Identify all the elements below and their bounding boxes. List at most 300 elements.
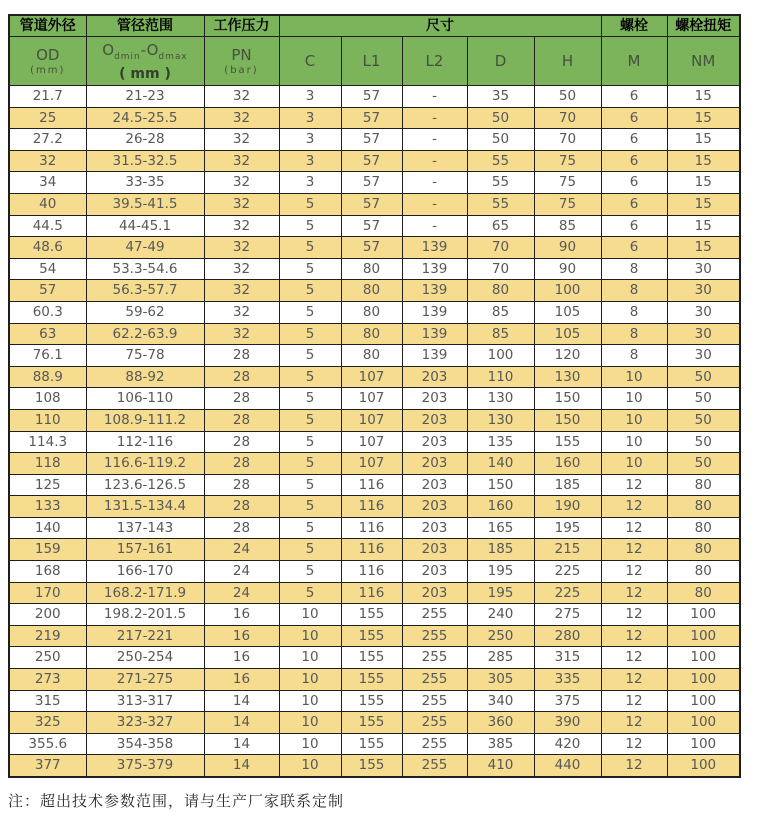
cell-m: 12 — [601, 561, 667, 583]
cell-l1: 155 — [341, 647, 402, 669]
cell-m: 12 — [601, 604, 667, 626]
cell-range: 31.5-32.5 — [86, 150, 204, 172]
cell-d: 165 — [467, 517, 534, 539]
cell-l2: 203 — [402, 409, 467, 431]
cell-h: 280 — [534, 625, 601, 647]
subheader-d: D — [467, 37, 534, 86]
table-row — [9, 561, 740, 583]
cell-c: 5 — [279, 453, 341, 475]
cell-l1: 107 — [341, 431, 402, 453]
cell-pn: 16 — [204, 669, 279, 691]
cell-m: 10 — [601, 431, 667, 453]
cell-nm: 100 — [667, 733, 740, 755]
cell-h: 190 — [534, 496, 601, 518]
cell-l1: 155 — [341, 733, 402, 755]
cell-d: 385 — [467, 733, 534, 755]
cell-h: 225 — [534, 582, 601, 604]
table-row — [9, 496, 740, 518]
cell-od: 40 — [9, 193, 86, 215]
subheader-l1: L1 — [341, 37, 402, 86]
cell-m: 8 — [601, 323, 667, 345]
cell-od: 114.3 — [9, 431, 86, 453]
cell-d: 110 — [467, 366, 534, 388]
cell-l2: - — [402, 107, 467, 129]
cell-l1: 57 — [341, 107, 402, 129]
cell-range: 157-161 — [86, 539, 204, 561]
cell-pn: 28 — [204, 517, 279, 539]
cell-nm: 15 — [667, 150, 740, 172]
cell-c: 5 — [279, 474, 341, 496]
cell-l2: 255 — [402, 690, 467, 712]
cell-h: 105 — [534, 301, 601, 323]
cell-d: 130 — [467, 409, 534, 431]
cell-l2: 203 — [402, 388, 467, 410]
cell-l1: 57 — [341, 150, 402, 172]
cell-l2: 203 — [402, 539, 467, 561]
cell-h: 390 — [534, 712, 601, 734]
subheader-pn-unit: (bar) — [224, 64, 259, 76]
cell-l1: 107 — [341, 409, 402, 431]
cell-c: 5 — [279, 496, 341, 518]
subheader-c: C — [279, 37, 341, 86]
header-diameter-range: 管径范围 — [86, 15, 204, 37]
cell-h: 85 — [534, 215, 601, 237]
cell-m: 6 — [601, 215, 667, 237]
cell-h: 105 — [534, 323, 601, 345]
subheader-od — [9, 37, 86, 86]
cell-range: 21-23 — [86, 86, 204, 108]
cell-l2: 203 — [402, 366, 467, 388]
cell-range: 106-110 — [86, 388, 204, 410]
pipe-spec-table — [8, 14, 741, 778]
cell-c: 5 — [279, 237, 341, 259]
cell-d: 70 — [467, 258, 534, 280]
subheader-m: M — [601, 37, 667, 86]
cell-l2: 255 — [402, 604, 467, 626]
cell-l2: 139 — [402, 301, 467, 323]
cell-m: 12 — [601, 712, 667, 734]
cell-range: 59-62 — [86, 301, 204, 323]
cell-d: 250 — [467, 625, 534, 647]
cell-od: 54 — [9, 258, 86, 280]
cell-pn: 14 — [204, 755, 279, 777]
cell-od: 34 — [9, 172, 86, 194]
cell-h: 50 — [534, 86, 601, 108]
cell-nm: 80 — [667, 539, 740, 561]
table-row — [9, 215, 740, 237]
cell-d: 150 — [467, 474, 534, 496]
cell-c: 10 — [279, 669, 341, 691]
subheader-nm: NM — [667, 37, 740, 86]
cell-range: 108.9-111.2 — [86, 409, 204, 431]
table-body — [9, 86, 740, 778]
table-row — [9, 172, 740, 194]
table-row — [9, 604, 740, 626]
cell-l2: 139 — [402, 345, 467, 367]
cell-l2: 203 — [402, 431, 467, 453]
cell-d: 305 — [467, 669, 534, 691]
cell-range: 24.5-25.5 — [86, 107, 204, 129]
cell-pn: 14 — [204, 733, 279, 755]
cell-l2: - — [402, 172, 467, 194]
cell-nm: 15 — [667, 86, 740, 108]
cell-c: 10 — [279, 604, 341, 626]
cell-c: 5 — [279, 193, 341, 215]
table-row — [9, 193, 740, 215]
cell-l1: 116 — [341, 582, 402, 604]
sub-header-row — [9, 37, 740, 86]
cell-l2: 255 — [402, 669, 467, 691]
cell-od: 76.1 — [9, 345, 86, 367]
cell-pn: 32 — [204, 237, 279, 259]
cell-nm: 80 — [667, 496, 740, 518]
cell-d: 80 — [467, 280, 534, 302]
cell-l2: 255 — [402, 733, 467, 755]
cell-od: 48.6 — [9, 237, 86, 259]
cell-l1: 116 — [341, 517, 402, 539]
cell-pn: 28 — [204, 453, 279, 475]
cell-nm: 80 — [667, 517, 740, 539]
cell-range: 75-78 — [86, 345, 204, 367]
cell-l2: 203 — [402, 453, 467, 475]
cell-nm: 100 — [667, 669, 740, 691]
cell-range: 271-275 — [86, 669, 204, 691]
subheader-range-unit: ( mm ) — [119, 65, 171, 82]
cell-range: 250-254 — [86, 647, 204, 669]
table-row — [9, 150, 740, 172]
cell-od: 21.7 — [9, 86, 86, 108]
table-row — [9, 301, 740, 323]
cell-l1: 80 — [341, 323, 402, 345]
cell-range: 198.2-201.5 — [86, 604, 204, 626]
cell-m: 12 — [601, 733, 667, 755]
cell-h: 335 — [534, 669, 601, 691]
cell-h: 75 — [534, 150, 601, 172]
cell-d: 35 — [467, 86, 534, 108]
cell-l1: 57 — [341, 193, 402, 215]
cell-l2: 203 — [402, 561, 467, 583]
cell-l2: 139 — [402, 323, 467, 345]
cell-l1: 155 — [341, 669, 402, 691]
cell-nm: 80 — [667, 582, 740, 604]
cell-c: 5 — [279, 539, 341, 561]
cell-pn: 32 — [204, 215, 279, 237]
cell-od: 44.5 — [9, 215, 86, 237]
cell-m: 12 — [601, 690, 667, 712]
cell-l1: 57 — [341, 86, 402, 108]
cell-od: 63 — [9, 323, 86, 345]
cell-pn: 14 — [204, 712, 279, 734]
cell-l1: 80 — [341, 345, 402, 367]
cell-l1: 57 — [341, 172, 402, 194]
cell-d: 195 — [467, 561, 534, 583]
cell-l2: 255 — [402, 712, 467, 734]
cell-pn: 28 — [204, 345, 279, 367]
cell-m: 10 — [601, 453, 667, 475]
cell-od: 125 — [9, 474, 86, 496]
cell-range: 137-143 — [86, 517, 204, 539]
cell-d: 160 — [467, 496, 534, 518]
cell-nm: 30 — [667, 323, 740, 345]
cell-c: 3 — [279, 86, 341, 108]
cell-pn: 32 — [204, 280, 279, 302]
subheader-od-unit: (mm) — [30, 64, 66, 76]
cell-nm: 30 — [667, 345, 740, 367]
cell-c: 3 — [279, 172, 341, 194]
cell-od: 140 — [9, 517, 86, 539]
cell-d: 185 — [467, 539, 534, 561]
cell-l1: 57 — [341, 237, 402, 259]
cell-h: 215 — [534, 539, 601, 561]
cell-h: 90 — [534, 237, 601, 259]
cell-od: 110 — [9, 409, 86, 431]
cell-h: 155 — [534, 431, 601, 453]
table-row — [9, 280, 740, 302]
cell-range: 375-379 — [86, 755, 204, 777]
cell-l2: 203 — [402, 582, 467, 604]
table-row — [9, 409, 740, 431]
cell-m: 12 — [601, 755, 667, 777]
cell-range: 166-170 — [86, 561, 204, 583]
table-row — [9, 345, 740, 367]
cell-range: 33-35 — [86, 172, 204, 194]
cell-l1: 116 — [341, 496, 402, 518]
group-header-row — [9, 15, 740, 37]
cell-h: 100 — [534, 280, 601, 302]
cell-od: 273 — [9, 669, 86, 691]
cell-m: 6 — [601, 107, 667, 129]
cell-l1: 155 — [341, 604, 402, 626]
cell-range: 217-221 — [86, 625, 204, 647]
cell-l2: 139 — [402, 237, 467, 259]
cell-d: 50 — [467, 129, 534, 151]
cell-nm: 50 — [667, 366, 740, 388]
table-row — [9, 539, 740, 561]
cell-c: 5 — [279, 431, 341, 453]
table-row — [9, 647, 740, 669]
cell-nm: 30 — [667, 258, 740, 280]
cell-c: 5 — [279, 258, 341, 280]
cell-m: 12 — [601, 647, 667, 669]
cell-pn: 14 — [204, 690, 279, 712]
table-row — [9, 107, 740, 129]
cell-c: 10 — [279, 755, 341, 777]
cell-range: 39.5-41.5 — [86, 193, 204, 215]
cell-nm: 100 — [667, 755, 740, 777]
cell-nm: 50 — [667, 409, 740, 431]
table-row — [9, 755, 740, 777]
cell-c: 3 — [279, 129, 341, 151]
cell-nm: 50 — [667, 431, 740, 453]
cell-od: 57 — [9, 280, 86, 302]
cell-pn: 32 — [204, 258, 279, 280]
subheader-range-symbol: $O_{dmin}-O_{dmax}$ — [102, 40, 188, 62]
table-row — [9, 582, 740, 604]
cell-m: 6 — [601, 193, 667, 215]
subheader-range — [86, 37, 204, 86]
cell-nm: 15 — [667, 215, 740, 237]
cell-nm: 30 — [667, 280, 740, 302]
cell-c: 5 — [279, 345, 341, 367]
cell-od: 108 — [9, 388, 86, 410]
cell-l1: 57 — [341, 129, 402, 151]
cell-nm: 80 — [667, 561, 740, 583]
cell-range: 26-28 — [86, 129, 204, 151]
cell-range: 313-317 — [86, 690, 204, 712]
cell-pn: 32 — [204, 107, 279, 129]
cell-nm: 50 — [667, 388, 740, 410]
cell-l1: 80 — [341, 301, 402, 323]
cell-h: 70 — [534, 107, 601, 129]
cell-l1: 57 — [341, 215, 402, 237]
table-row — [9, 366, 740, 388]
cell-l1: 107 — [341, 388, 402, 410]
cell-nm: 15 — [667, 237, 740, 259]
cell-l1: 80 — [341, 280, 402, 302]
cell-pn: 24 — [204, 539, 279, 561]
cell-m: 6 — [601, 237, 667, 259]
cell-m: 12 — [601, 474, 667, 496]
cell-m: 6 — [601, 150, 667, 172]
cell-c: 3 — [279, 107, 341, 129]
cell-nm: 100 — [667, 625, 740, 647]
cell-l1: 155 — [341, 690, 402, 712]
cell-c: 10 — [279, 733, 341, 755]
cell-h: 70 — [534, 129, 601, 151]
cell-l1: 155 — [341, 712, 402, 734]
cell-d: 55 — [467, 172, 534, 194]
table-row — [9, 388, 740, 410]
cell-d: 70 — [467, 237, 534, 259]
cell-h: 150 — [534, 409, 601, 431]
cell-pn: 28 — [204, 388, 279, 410]
cell-c: 5 — [279, 215, 341, 237]
cell-pn: 28 — [204, 366, 279, 388]
cell-m: 10 — [601, 409, 667, 431]
cell-pn: 16 — [204, 625, 279, 647]
cell-od: 168 — [9, 561, 86, 583]
cell-od: 250 — [9, 647, 86, 669]
cell-h: 75 — [534, 193, 601, 215]
cell-l2: - — [402, 86, 467, 108]
cell-pn: 32 — [204, 301, 279, 323]
cell-h: 195 — [534, 517, 601, 539]
table-row — [9, 323, 740, 345]
cell-range: 56.3-57.7 — [86, 280, 204, 302]
cell-range: 62.2-63.9 — [86, 323, 204, 345]
cell-d: 285 — [467, 647, 534, 669]
cell-h: 90 — [534, 258, 601, 280]
table-row — [9, 431, 740, 453]
cell-od: 377 — [9, 755, 86, 777]
table-row — [9, 733, 740, 755]
table-row — [9, 129, 740, 151]
cell-od: 315 — [9, 690, 86, 712]
cell-nm: 100 — [667, 712, 740, 734]
cell-m: 6 — [601, 129, 667, 151]
cell-range: 53.3-54.6 — [86, 258, 204, 280]
cell-d: 130 — [467, 388, 534, 410]
cell-l2: - — [402, 193, 467, 215]
cell-c: 10 — [279, 647, 341, 669]
cell-d: 65 — [467, 215, 534, 237]
cell-d: 410 — [467, 755, 534, 777]
cell-h: 120 — [534, 345, 601, 367]
cell-c: 5 — [279, 582, 341, 604]
cell-nm: 15 — [667, 193, 740, 215]
cell-pn: 16 — [204, 604, 279, 626]
cell-l1: 116 — [341, 561, 402, 583]
table-row — [9, 474, 740, 496]
cell-m: 12 — [601, 625, 667, 647]
cell-c: 5 — [279, 280, 341, 302]
cell-range: 323-327 — [86, 712, 204, 734]
cell-h: 130 — [534, 366, 601, 388]
cell-c: 10 — [279, 712, 341, 734]
cell-pn: 32 — [204, 129, 279, 151]
cell-nm: 100 — [667, 690, 740, 712]
cell-nm: 15 — [667, 129, 740, 151]
cell-h: 420 — [534, 733, 601, 755]
cell-l1: 116 — [341, 474, 402, 496]
cell-nm: 100 — [667, 647, 740, 669]
cell-d: 55 — [467, 193, 534, 215]
cell-c: 10 — [279, 625, 341, 647]
cell-m: 8 — [601, 301, 667, 323]
cell-nm: 50 — [667, 453, 740, 475]
cell-d: 85 — [467, 323, 534, 345]
cell-d: 50 — [467, 107, 534, 129]
cell-nm: 30 — [667, 301, 740, 323]
cell-range: 112-116 — [86, 431, 204, 453]
cell-range: 168.2-171.9 — [86, 582, 204, 604]
cell-range: 131.5-134.4 — [86, 496, 204, 518]
cell-l1: 107 — [341, 366, 402, 388]
cell-pn: 32 — [204, 323, 279, 345]
cell-pn: 32 — [204, 172, 279, 194]
subheader-pn — [204, 37, 279, 86]
cell-range: 44-45.1 — [86, 215, 204, 237]
cell-m: 12 — [601, 582, 667, 604]
cell-l2: 255 — [402, 755, 467, 777]
cell-l1: 155 — [341, 755, 402, 777]
cell-c: 5 — [279, 561, 341, 583]
cell-m: 8 — [601, 258, 667, 280]
cell-l1: 155 — [341, 625, 402, 647]
cell-m: 8 — [601, 280, 667, 302]
cell-l2: - — [402, 215, 467, 237]
cell-c: 5 — [279, 323, 341, 345]
cell-m: 12 — [601, 669, 667, 691]
cell-h: 150 — [534, 388, 601, 410]
cell-l2: 255 — [402, 625, 467, 647]
cell-c: 5 — [279, 409, 341, 431]
cell-pn: 24 — [204, 561, 279, 583]
cell-l2: 139 — [402, 258, 467, 280]
cell-h: 185 — [534, 474, 601, 496]
cell-h: 225 — [534, 561, 601, 583]
table-row — [9, 453, 740, 475]
cell-od: 159 — [9, 539, 86, 561]
cell-range: 354-358 — [86, 733, 204, 755]
cell-l2: 255 — [402, 647, 467, 669]
cell-d: 135 — [467, 431, 534, 453]
table-row — [9, 517, 740, 539]
cell-od: 219 — [9, 625, 86, 647]
cell-m: 12 — [601, 517, 667, 539]
cell-od: 88.9 — [9, 366, 86, 388]
cell-m: 12 — [601, 496, 667, 518]
